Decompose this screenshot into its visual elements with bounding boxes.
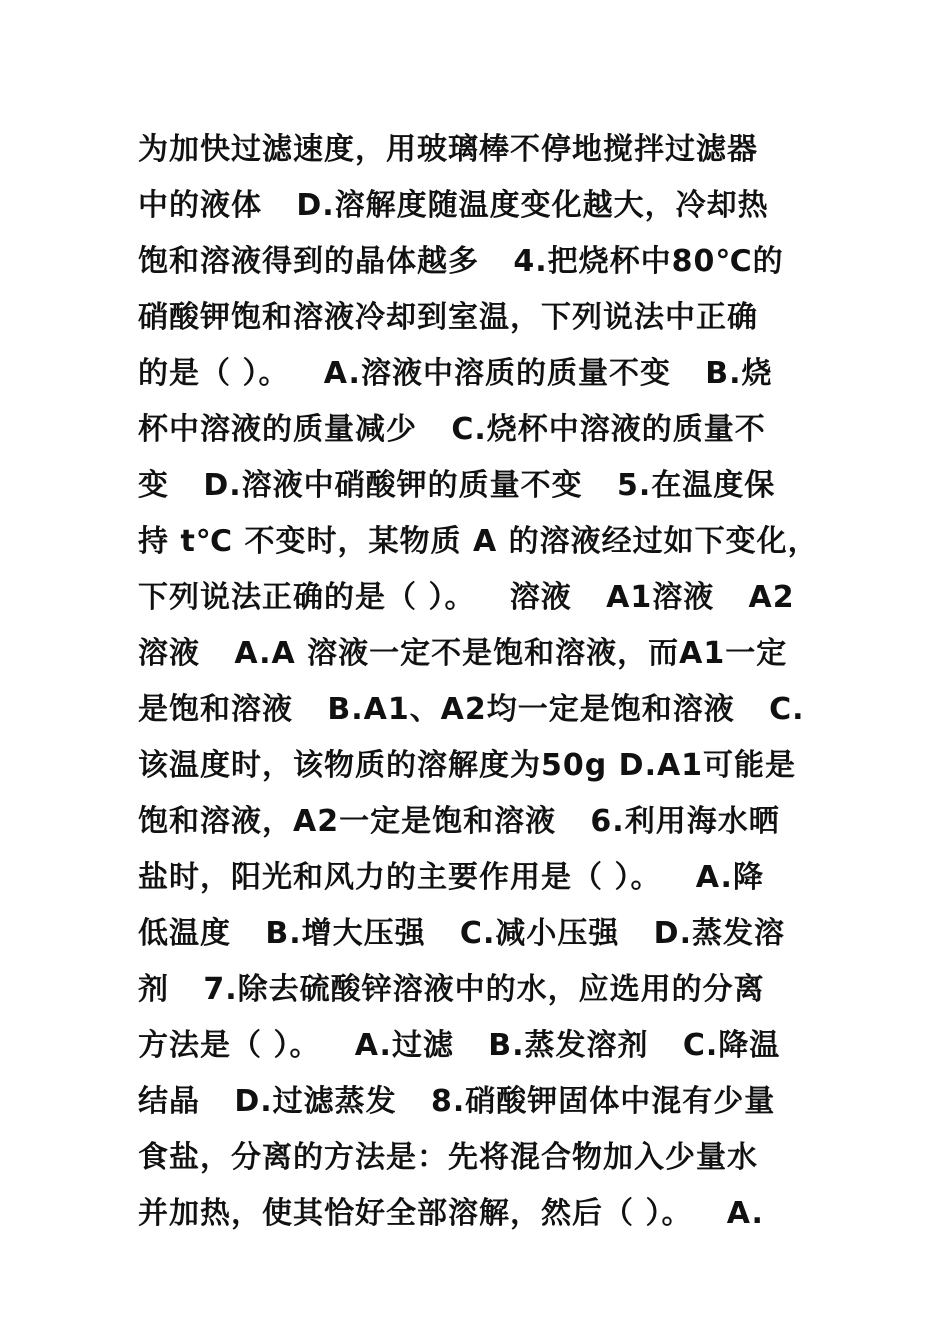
text-line-9: 下列说法正确的是（ ）。 溶液 A1溶液 A2 bbox=[138, 580, 795, 615]
text-line-1: 为加快过滤速度，用玻璃棒不停地搅拌过滤器 bbox=[138, 132, 758, 167]
text-line-4: 硝酸钾饱和溶液冷却到室温，下列说法中正确 bbox=[138, 300, 758, 335]
text-line-2: 中的液体 D.溶解度随温度变化越大，冷却热 bbox=[138, 188, 769, 223]
text-line-20: 并加热，使其恰好全部溶解，然后（ ）。 A. bbox=[138, 1196, 764, 1231]
text-line-16: 剂 7.除去硫酸锌溶液中的水，应选用的分离 bbox=[138, 972, 765, 1007]
text-line-13: 饱和溶液，A2一定是饱和溶液 6.利用海水晒 bbox=[138, 804, 780, 839]
body-text bbox=[138, 122, 838, 1242]
text-line-14: 盐时，阳光和风力的主要作用是（ ）。 A.降 bbox=[138, 860, 764, 895]
text-line-6: 杯中溶液的质量减少 C.烧杯中溶液的质量不 bbox=[138, 412, 766, 447]
text-line-18: 结晶 D.过滤蒸发 8.硝酸钾固体中混有少量 bbox=[138, 1084, 776, 1119]
text-line-11: 是饱和溶液 B.A1、A2均一定是饱和溶液 C. bbox=[138, 692, 805, 727]
text-line-15: 低温度 B.增大压强 C.减小压强 D.蒸发溶 bbox=[138, 916, 785, 951]
text-line-7: 变 D.溶液中硝酸钾的质量不变 5.在温度保 bbox=[138, 468, 776, 503]
text-line-3: 饱和溶液得到的晶体越多 4.把烧杯中80℃的 bbox=[138, 244, 784, 279]
text-line-19: 食盐，分离的方法是：先将混合物加入少量水 bbox=[138, 1140, 758, 1175]
text-line-10: 溶液 A.A 溶液一定不是饱和溶液，而A1一定 bbox=[138, 636, 788, 671]
text-line-8: 持 t℃ 不变时，某物质 A 的溶液经过如下变化， bbox=[138, 524, 819, 559]
text-line-17: 方法是（ ）。 A.过滤 B.蒸发溶剂 C.降温 bbox=[138, 1028, 781, 1063]
text-line-5: 的是（ ）。 A.溶液中溶质的质量不变 B.烧 bbox=[138, 356, 773, 391]
text-line-12: 该温度时，该物质的溶解度为50g D.A1可能是 bbox=[138, 748, 797, 783]
